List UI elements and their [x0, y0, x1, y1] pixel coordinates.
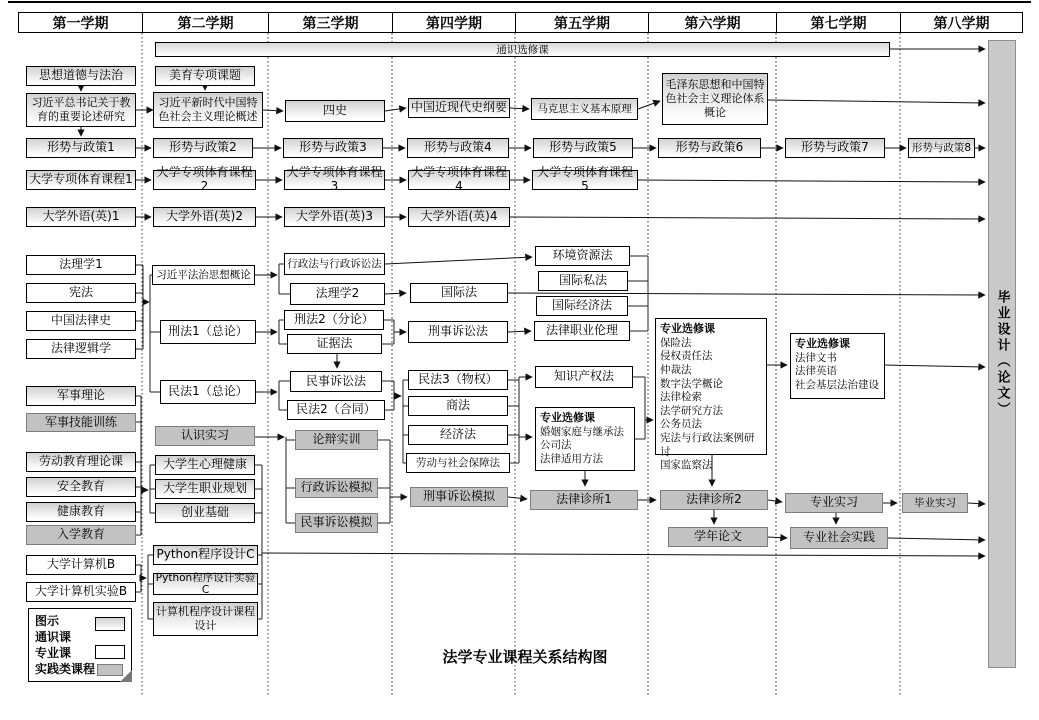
course-fali2: 法理学2 [290, 283, 385, 305]
course-zhensuo2: 法律诊所2 [660, 490, 768, 510]
elective-title: 专业选修课 [540, 411, 595, 424]
course-makesi: 马克思主义基本原理 [531, 98, 638, 120]
course-xingzheng-moni: 行政诉讼模拟 [295, 478, 378, 498]
elective-item: 公务员法 [660, 418, 702, 431]
course-jinxiandaishi: 中国近现代史纲要 [408, 98, 510, 118]
course-zhiye: 大学生职业规划 [155, 479, 255, 499]
course-xszc7: 形势与政策7 [785, 138, 885, 158]
course-ruxue: 入学教育 [26, 525, 136, 545]
course-tiyu5: 大学专项体育课程5 [532, 170, 638, 190]
elective-item: 宪法与行政法案例研讨 [660, 432, 755, 458]
course-xszc6: 形势与政策6 [658, 138, 761, 158]
course-xszc2: 形势与政策2 [153, 138, 253, 158]
elective-item: 法律文书 [795, 351, 837, 364]
elective-item: 公司法 [540, 439, 572, 452]
course-lunbian: 论辩实训 [295, 430, 378, 450]
diagram-title: 法学专业课程关系结构图 [442, 648, 608, 666]
legend-swatch-major [95, 645, 125, 659]
course-tiyu1: 大学专项体育课程1 [26, 170, 136, 190]
semester-header-8: 第八学期 [900, 12, 1023, 33]
course-chuangye: 创业基础 [155, 503, 255, 523]
course-xingfa2: 刑法2（分论） [284, 310, 384, 330]
course-xingfa1: 刑法1（总论） [160, 320, 256, 344]
semester-header-4: 第四学期 [392, 12, 516, 33]
course-shehui-shijian: 专业社会实践 [790, 527, 888, 549]
course-sishi: 四史 [285, 100, 385, 122]
course-jisuanji-sheji: 计算机程序设计课程设计 [153, 602, 258, 636]
course-xszc1: 形势与政策1 [26, 138, 136, 158]
legend-swatch-practice [97, 664, 123, 676]
legend-label-general: 通识课 [35, 630, 72, 644]
course-minfa3: 民法3（物权） [408, 370, 508, 390]
elective-group-sem5 [535, 407, 635, 471]
elective-item: 婚姻家庭与继承法 [540, 425, 624, 438]
course-biye-shixi: 毕业实习 [902, 493, 968, 513]
course-meiyu: 美育专项课题 [155, 66, 255, 86]
semester-header-2: 第二学期 [142, 12, 269, 33]
elective-item: 保险法 [660, 336, 692, 349]
course-laodongfa: 劳动与社会保障法 [406, 453, 510, 473]
course-jiankang: 健康教育 [26, 502, 136, 522]
elective-item: 仲裁法 [660, 363, 692, 376]
course-xuenian-lunwen: 学年论文 [668, 527, 768, 547]
graduation-project-bar: 毕业设计（论文） [988, 40, 1016, 668]
course-minshi-susong: 民事诉讼法 [290, 371, 382, 392]
course-waiyu3: 大学外语(英)3 [284, 207, 385, 227]
course-fali1: 法理学1 [26, 255, 136, 275]
course-waiyu4: 大学外语(英)4 [408, 207, 510, 227]
legend [28, 608, 132, 682]
course-xingshi-susong: 刑事诉讼法 [408, 321, 508, 343]
course-xjp-xsd: 习近平新时代中国特色社会主义理论概述 [153, 92, 263, 128]
elective-title: 专业选修课 [795, 337, 850, 350]
legend-label-practice: 实践类课程 [35, 662, 96, 676]
course-guoji-jingjifa: 国际经济法 [536, 296, 628, 316]
course-tiyu4: 大学专项体育课程4 [408, 170, 510, 190]
course-xszc4: 形势与政策4 [407, 138, 509, 158]
semester-header-5: 第五学期 [515, 12, 649, 33]
course-xszc3: 形势与政策3 [283, 138, 383, 158]
course-zhishi-chanquan: 知识产权法 [535, 366, 633, 388]
course-zhensuo1: 法律诊所1 [530, 490, 638, 510]
elective-item: 法律英语 [795, 365, 837, 378]
course-renshi-shixi: 认识实习 [155, 426, 255, 446]
course-jingjifa: 经济法 [408, 425, 508, 445]
course-fllj: 法律逻辑学 [26, 339, 136, 359]
course-minfa2: 民法2（合同） [287, 400, 385, 420]
course-xszc8: 形势与政策8 [908, 138, 975, 158]
elective-group-sem7 [790, 333, 885, 399]
elective-item: 法学研究方法 [660, 404, 723, 417]
course-xingshi-moni: 刑事诉讼模拟 [410, 487, 508, 507]
legend-swatch-general [95, 617, 125, 631]
elective-item: 法律适用方法 [540, 452, 603, 465]
course-xianfa: 宪法 [26, 283, 136, 303]
elective-item: 国家监察法 [660, 459, 713, 472]
course-xjp-fazhi: 习近平法治思想概论 [152, 265, 255, 285]
course-python-lab: Python程序设计实验C [153, 573, 258, 595]
course-maogai: 毛泽东思想和中国特色社会主义理论体系概论 [662, 73, 768, 125]
legend-title: 图示 [35, 614, 60, 628]
course-minfa1: 民法1（总论） [160, 380, 256, 404]
course-minshi-moni: 民事诉讼模拟 [295, 513, 378, 533]
course-zhiye-lunli: 法律职业伦理 [534, 321, 630, 341]
course-sxdd: 思想道德与法治 [26, 66, 136, 86]
elective-item: 侵权责任法 [660, 350, 713, 363]
semester-header-6: 第六学期 [648, 12, 777, 33]
course-xszc5: 形势与政策5 [533, 138, 633, 158]
course-waiyu2: 大学外语(英)2 [153, 207, 256, 227]
course-waiyu1: 大学外语(英)1 [26, 207, 136, 227]
course-shangfa: 商法 [408, 396, 508, 416]
course-xjp-edu: 习近平总书记关于教育的重要论述研究 [26, 93, 136, 127]
course-python-c: Python程序设计C [153, 545, 258, 565]
course-zhuanye-shixi: 专业实习 [785, 493, 883, 513]
course-laodong: 劳动教育理论课 [26, 452, 136, 472]
course-anquan: 安全教育 [26, 477, 136, 497]
course-xinli: 大学生心理健康 [155, 455, 255, 475]
course-junshi-lilun: 军事理论 [26, 386, 136, 406]
course-jisuanji-shiyan: 大学计算机实验B [26, 582, 136, 602]
elective-title: 专业选修课 [660, 322, 715, 335]
course-huanjing: 环境资源法 [535, 246, 630, 266]
course-tiyu3: 大学专项体育课程3 [284, 170, 385, 190]
elective-item: 法律检索 [660, 391, 702, 404]
elective-item: 数字法学概论 [660, 377, 723, 390]
elective-group-sem6 [655, 318, 767, 472]
general-electives-bar: 通识选修课 [155, 42, 890, 57]
elective-item: 社会基层法治建设 [795, 378, 879, 391]
course-junshi-jineng: 军事技能训练 [26, 413, 136, 432]
course-xingzhengfa: 行政法与行政诉讼法 [284, 253, 385, 275]
course-jisuanji-b: 大学计算机B [26, 555, 136, 575]
course-zgfls: 中国法律史 [26, 311, 136, 331]
semester-header-1: 第一学期 [18, 12, 143, 33]
course-tiyu2: 大学专项体育课程2 [153, 170, 256, 190]
semester-header-3: 第三学期 [268, 12, 393, 33]
course-zhengjufa: 证据法 [287, 334, 382, 354]
semester-header-7: 第七学期 [776, 12, 901, 33]
legend-label-major: 专业课 [35, 646, 72, 660]
course-guojifa: 国际法 [410, 283, 508, 303]
course-guoji-sifa: 国际私法 [538, 271, 628, 291]
